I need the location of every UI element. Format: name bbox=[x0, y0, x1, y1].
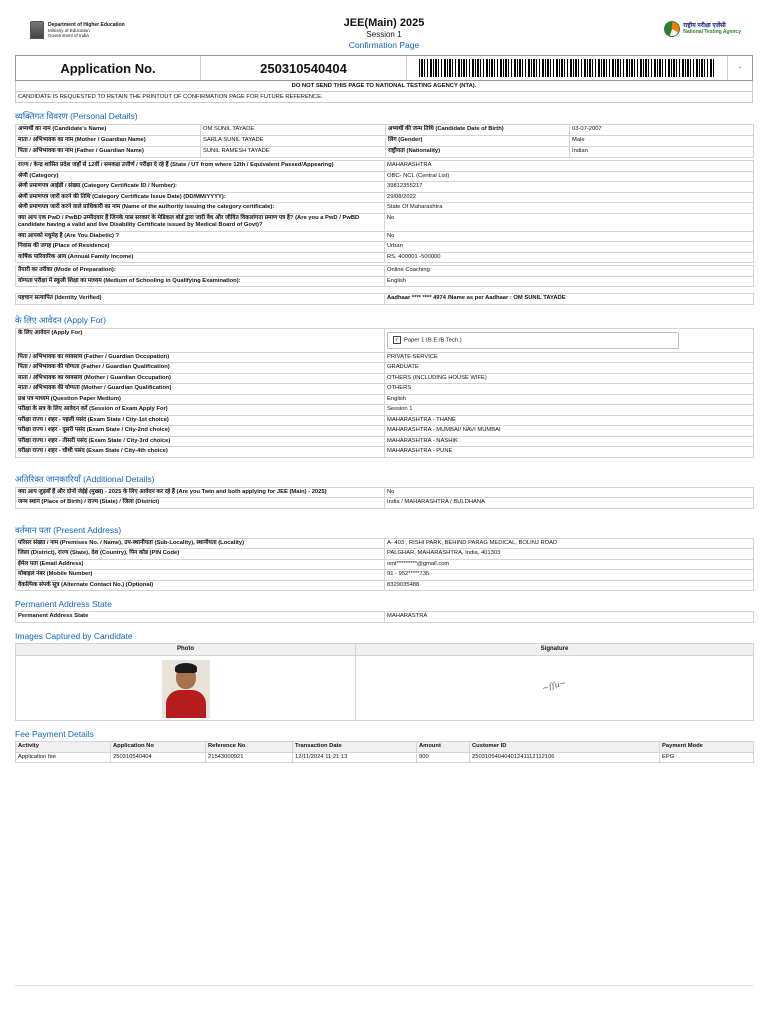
field-value: Urban bbox=[385, 242, 754, 253]
table-row bbox=[16, 192, 754, 203]
field-value: MAHARASHTRA - THANE bbox=[385, 415, 754, 426]
field-value: Male bbox=[570, 136, 754, 147]
table-row bbox=[16, 125, 754, 136]
field-value: English bbox=[385, 394, 754, 405]
field-value: No bbox=[385, 231, 754, 242]
table-row bbox=[16, 447, 754, 458]
fee-cell: EPG bbox=[660, 752, 754, 763]
table-row bbox=[16, 147, 754, 158]
ministry-line-3: Government of India bbox=[48, 33, 89, 38]
field-label: श्रेणी प्रमाणपत्र जारी करने की तिथि (Category Certificate Issue Date) (DD/MM/YYYY): bbox=[16, 192, 385, 203]
table-row bbox=[16, 436, 754, 447]
field-label: माता / अभिभावक का व्यवसाय (Mother / Guardian Occupation) bbox=[16, 373, 385, 384]
table-row bbox=[16, 231, 754, 242]
application-label: Application No. bbox=[16, 56, 201, 80]
field-label: वैकल्पिक संपर्क सूत्र (Alternate Contact No.) (Optional) bbox=[16, 580, 385, 591]
field-value: OTHERS (INCLUDING HOUSE WIFE) bbox=[385, 373, 754, 384]
retain-notice: CANDIDATE IS REQUESTED TO RETAIN THE PRINTOUT OF CONFIRMATION PAGE FOR FUTURE REFERENCE. bbox=[15, 92, 753, 103]
column-header: Customer ID bbox=[470, 742, 660, 753]
ministry-line-2: Ministry of Education bbox=[48, 28, 90, 33]
application-row bbox=[15, 55, 753, 81]
table-row bbox=[16, 252, 754, 263]
page-title: Confirmation Page bbox=[348, 40, 420, 50]
field-label: श्रेणी प्रमाणपत्र आईडी / संख्या (Category Certificate ID / Number): bbox=[16, 182, 385, 193]
table-row bbox=[16, 276, 754, 287]
personal-details-grid bbox=[15, 124, 754, 158]
field-label: क्या आप एक PwD / PwBD उम्मीदवार हैं जिनके पास सरकार के मेडिकल बोर्ड द्वारा जारी वैध और जीवित विकलांगता प्रमाण पत्र है? (Are you a PwD / PwBD candidate having a valid and live Disability Certificate issued by Medical Board of Govt)? bbox=[16, 213, 385, 231]
field-label: परिसर संख्या / नाम (Premises No. / Name), उप-स्थानीयता (Sub-Locality), स्थानीयता (Locality) bbox=[16, 538, 385, 549]
fee-cell: 12/11/2024 11:21:13 bbox=[293, 752, 417, 763]
field-value: MAHARASHTRA bbox=[385, 161, 754, 172]
field-label: परीक्षा के सत्र के लिए आवेदन करें (Session of Exam Apply For) bbox=[16, 405, 385, 416]
identity-table bbox=[15, 293, 754, 305]
permanent-label: Permanent Address State bbox=[16, 612, 385, 623]
fee-cell: 2503105404040124111211210​6 bbox=[470, 752, 660, 763]
apply-for-label: के लिए आवेदन (Apply For) bbox=[16, 328, 385, 352]
field-label: क्या आप जुड़वाँ हैं और दोनों जेईई (मुख्य) - 2025 के लिए आवेदन कर रहे हैं (Are you Twin and both applying for JEE (Main) - 2025) bbox=[16, 487, 385, 498]
paper-label: Paper 1 (B.E./B.Tech.) bbox=[404, 337, 462, 344]
field-label: परीक्षा राज्य / शहर - तीसरी पसंद (Exam State / City-3rd choice) bbox=[16, 436, 385, 447]
table-row bbox=[16, 203, 754, 214]
field-value: MAHARASHTRA - NASHIK bbox=[385, 436, 754, 447]
present-address-heading: वर्तमान पता (Present Address) bbox=[15, 524, 122, 535]
apply-for-table bbox=[15, 328, 754, 458]
table-row bbox=[16, 612, 754, 623]
table-row bbox=[16, 752, 754, 763]
table-row bbox=[16, 213, 754, 231]
field-label: क्या आपको मधुमेह है (Are You Diabetic) ? bbox=[16, 231, 385, 242]
images-table bbox=[15, 643, 754, 722]
field-label: श्रेणी प्रमाणपत्र जारी करने वाले प्राधिकारी का नाम (Name of the authority issuing the category certificate): bbox=[16, 203, 385, 214]
field-value: 8329035488 bbox=[385, 580, 754, 591]
page-header bbox=[15, 15, 753, 53]
field-value: Session 1 bbox=[385, 405, 754, 416]
field-value: State Of Maharashtra bbox=[385, 203, 754, 214]
table-row bbox=[16, 487, 754, 498]
field-value: Online Coaching bbox=[385, 266, 754, 277]
nta-logo bbox=[664, 21, 741, 37]
identity-value: Aadhaar **** **** 4974 /Name as per Aadhaar : OM SUNIL TAYADE bbox=[385, 294, 754, 305]
field-value: No bbox=[385, 487, 754, 498]
table-row bbox=[16, 182, 754, 193]
field-value: 91 - 952*****735 bbox=[385, 570, 754, 581]
table-row bbox=[16, 171, 754, 182]
permanent-value: MAHARASTRA bbox=[385, 612, 754, 623]
table-row bbox=[16, 242, 754, 253]
field-value: PALGHAR, MAHARASHTRA, India, 401303 bbox=[385, 549, 754, 560]
column-header: Transaction Date bbox=[293, 742, 417, 753]
field-label: परीक्षा राज्य / शहर - दूसरी पसंद (Exam State / City-2nd choice) bbox=[16, 426, 385, 437]
field-value: OTHERS bbox=[385, 384, 754, 395]
field-value: omt*********@gmail.com bbox=[385, 559, 754, 570]
field-value: MAHARASHTRA - PUNE bbox=[385, 447, 754, 458]
field-label: श्रेणी (Category) bbox=[16, 171, 385, 182]
table-row bbox=[16, 498, 754, 509]
column-header: Reference No bbox=[206, 742, 293, 753]
fee-payment-table bbox=[15, 741, 754, 763]
application-number: 250310540404 bbox=[201, 56, 407, 80]
field-label: पिता / अभिभावक की योग्यता (Father / Guardian Qualification) bbox=[16, 363, 385, 374]
table-row bbox=[16, 538, 754, 549]
field-label: लिंग (Gender) bbox=[386, 136, 570, 147]
field-value: India / MAHARASHTRA / BULDHANA bbox=[385, 498, 754, 509]
do-not-send-notice: DO NOT SEND THIS PAGE TO NATIONAL TESTING AGENCY (NTA). bbox=[15, 81, 753, 92]
field-value: MAHARASHTRA - MUMBAI/ NAVI MUMBAI bbox=[385, 426, 754, 437]
fee-cell: 21543000921 bbox=[206, 752, 293, 763]
field-value: OM SUNIL TAYADE bbox=[201, 125, 386, 136]
fee-cell: 250310540404 bbox=[111, 752, 206, 763]
table-row bbox=[16, 384, 754, 395]
identity-label: पहचान सत्यापित (Identity Verified) bbox=[16, 294, 385, 305]
candidate-photo bbox=[162, 660, 210, 718]
nta-hindi: राष्ट्रीय परीक्षा एजेंसी bbox=[683, 23, 726, 29]
barcode bbox=[419, 59, 715, 77]
table-row bbox=[16, 373, 754, 384]
table-row bbox=[16, 394, 754, 405]
field-value: OBC- NCL (Central List) bbox=[385, 171, 754, 182]
nta-english: National Testing Agency bbox=[683, 29, 741, 35]
field-label: पिता / अभिभावक का व्यवसाय (Father / Guardian Occupation) bbox=[16, 352, 385, 363]
field-label: निवास की जगह (Place of Residence) bbox=[16, 242, 385, 253]
session-label: Session 1 bbox=[366, 30, 402, 39]
field-label: राष्ट्रीयता (Nationality) bbox=[386, 147, 570, 158]
table-row bbox=[16, 294, 754, 305]
confirmation-page bbox=[15, 15, 753, 763]
field-label: परीक्षा राज्य / शहर - चौथी पसंद (Exam State / City-4th choice) bbox=[16, 447, 385, 458]
field-label: राज्य / केन्द्र शासित प्रदेश जहाँ से 12वीं / समकक्ष उत्तीर्ण / परीक्षा दे रहे हैं (State / UT from where 12th / Equivalent Passed/Appearing) bbox=[16, 161, 385, 172]
table-row bbox=[16, 559, 754, 570]
nta-emblem-icon bbox=[664, 21, 680, 37]
fee-cell: Application fee bbox=[16, 752, 111, 763]
field-label: अभ्यर्थी की जन्म तिथि (Candidate Date of Birth) bbox=[386, 125, 570, 136]
additional-details-heading: अतिरिक्त जानकारियाँ (Additional Details) bbox=[15, 473, 155, 484]
footer-rule bbox=[15, 985, 753, 986]
table-row bbox=[16, 266, 754, 277]
photo-label: Photo bbox=[16, 643, 356, 656]
table-row bbox=[16, 328, 754, 352]
field-label: पिता / अभिभावक का नाम (Father / Guardian Name) bbox=[16, 147, 201, 158]
field-label: माता / अभिभावक का नाम (Mother / Guardian Name) bbox=[16, 136, 201, 147]
field-label: ईमेल पता (Email Address) bbox=[16, 559, 385, 570]
additional-details-table bbox=[15, 487, 754, 509]
field-value: 29/08/2022 bbox=[385, 192, 754, 203]
field-value: RS. 400001 -500000 bbox=[385, 252, 754, 263]
field-value: No bbox=[385, 213, 754, 231]
field-value: SARLA SUNIL TAYADE bbox=[201, 136, 386, 147]
table-row bbox=[16, 580, 754, 591]
field-value: English bbox=[385, 276, 754, 287]
table-row bbox=[16, 415, 754, 426]
ministry-line-1: Department of Higher Education bbox=[48, 22, 125, 28]
preparation-table bbox=[15, 265, 754, 287]
signature-label: Signature bbox=[356, 643, 754, 656]
field-label: योग्यता परीक्षा में स्कूली शिक्षा का माध्यम (Medium of Schooling in Qualifying Examination): bbox=[16, 276, 385, 287]
field-label: परीक्षा राज्य / शहर - पहली पसंद (Exam State / City-1st choice) bbox=[16, 415, 385, 426]
field-value: 39812355217 bbox=[385, 182, 754, 193]
field-label: प्रश्न पत्र माध्यम (Question Paper Medium) bbox=[16, 394, 385, 405]
fee-payment-heading: Fee Payment Details bbox=[15, 729, 94, 740]
field-value: SUNIL RAMESH TAYADE bbox=[201, 147, 386, 158]
field-label: मोबाइल नंबर (Mobile Number) bbox=[16, 570, 385, 581]
permanent-address-table bbox=[15, 611, 754, 623]
column-header: Activity bbox=[16, 742, 111, 753]
personal-details-table bbox=[15, 160, 754, 263]
field-value: GRADUATE bbox=[385, 363, 754, 374]
field-label: वार्षिक पारिवारिक आय (Annual Family Income) bbox=[16, 252, 385, 263]
table-row bbox=[16, 405, 754, 416]
table-row bbox=[16, 549, 754, 560]
field-label: माता / अभिभावक की योग्यता (Mother / Guardian Qualification) bbox=[16, 384, 385, 395]
personal-details-heading: व्यक्तिगत विवरण (Personal Details) bbox=[15, 111, 138, 121]
column-header: Amount bbox=[417, 742, 470, 753]
field-value: A- 403 , RISHI PARK, BEHIND PARAG MEDICAL, BOLINJ ROAD bbox=[385, 538, 754, 549]
table-row bbox=[16, 426, 754, 437]
field-label: जन्म स्थान (Place of Birth) / राज्य (State) / जिला (District) bbox=[16, 498, 385, 509]
check-icon: ✓ bbox=[394, 336, 400, 343]
application-extra: - bbox=[738, 64, 742, 72]
field-label: तैयारी का तरीका (Mode of Preparation): bbox=[16, 266, 385, 277]
field-value: Indian bbox=[570, 147, 754, 158]
apply-for-heading: के लिए आवेदन (Apply For) bbox=[15, 314, 106, 325]
permanent-address-heading: Permanent Address State bbox=[15, 599, 112, 610]
exam-title: JEE(Main) 2025 bbox=[343, 17, 425, 29]
table-row bbox=[16, 136, 754, 147]
table-row bbox=[16, 352, 754, 363]
table-row bbox=[16, 161, 754, 172]
paper-checkbox[interactable] bbox=[387, 332, 679, 349]
candidate-signature: ~ſſu~ bbox=[541, 678, 568, 694]
field-label: जिला (District), राज्य (State), देश (Country), पिन कोड (PIN Code) bbox=[16, 549, 385, 560]
images-heading: Images Captured by Candidate bbox=[15, 630, 133, 641]
table-row bbox=[16, 363, 754, 374]
fee-cell: 900 bbox=[417, 752, 470, 763]
field-value: 03-07-2007 bbox=[570, 125, 754, 136]
field-value: PRIVATE SERVICE bbox=[385, 352, 754, 363]
field-label: अभ्यर्थी का नाम (Candidate's Name) bbox=[16, 125, 201, 136]
column-header: Application No bbox=[111, 742, 206, 753]
table-row bbox=[16, 570, 754, 581]
column-header: Payment Mode bbox=[660, 742, 754, 753]
present-address-table bbox=[15, 538, 754, 592]
